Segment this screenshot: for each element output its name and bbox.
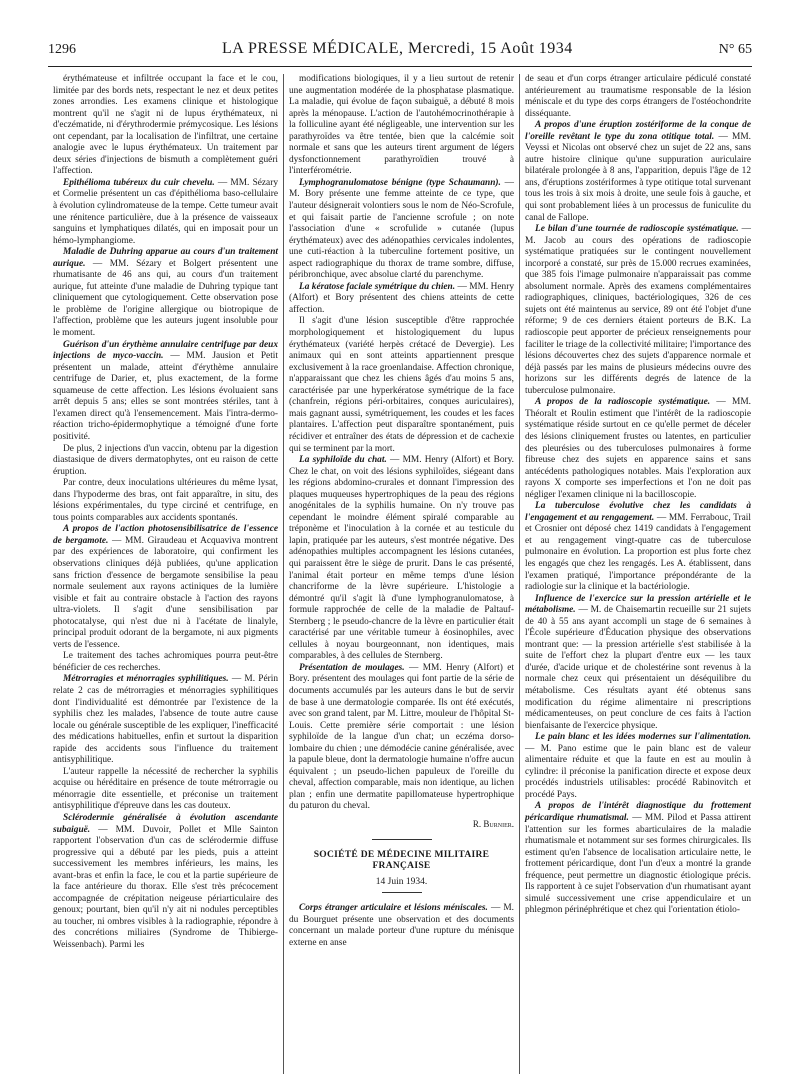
paragraph (53, 178, 278, 247)
paragraph-text: — M. Jacob au cours des opérations de radioscopie systématique pratiquées sur le contingent nouvellement incorporé a constaté, sur près de 15.000 recrues examinées, que 385 fois l'image pulmonaire n'apparaissait pas comme absolument normale. Après des examens complémentaires radiographiques, cliniques, bactériologiques, 326 de ces sujets ont été maintenus au service, 89 ont été l'objet d'une réforme; 9 de ces derniers étaient porteurs de B.K. La radioscopie peut apporter de précieux renseignements pour faciliter le triage de la collectivité militaire; l'importance des lésions découvertes chez des sujets d'apparence normale et déjà passés par les mains de plusieurs médecins ouvre des horizons sur les différents degrés de latence de la tuberculose pulmonaire. (525, 224, 751, 396)
signature: R. Burnier. (472, 819, 514, 829)
paragraph (53, 247, 278, 339)
column-2 (284, 74, 520, 1074)
paragraph-text: — M. Bory présente une femme atteinte de ce type, que l'auteur désignerait volontiers sous le nom de Néo-Scrofule, et qui faisait partie de l'ancienne scrofule ; on note l'association d'une « scrofulide » cutanée (lupus érythémateux) avec des adénopathies cervicales indolentes, une cuti-réaction à la tuberculine fortement positive, un aspect radiographique du thorax de trame sombre, diffuse, péribronchique, avec absolue clarté du parenchyme. (289, 177, 514, 281)
paragraph-text: — MM. Henry (Alfort) et Bory. Chez le chat, on voit des lésions syphiloïdes, siégeant dans les régions abdomino-crurales et donnant l'impression des plaques muqueuses hypertrophiques de la peau des régions anogénitales de la syphilis humaine. On n'y trouve pas cependant le moindre élément spiralé comparable au tréponème et l'inoculation à la cornée et au testicule du lapin, pratiquée par les auteurs, s'est montrée négative. Des adénopathies multiples accompagnent les lésions cutanées, qui paraissent être le siège de prurit. Dans le cas présenté, l'animal était porteur en même temps d'une lésion chancriforme de la lèvre supérieure. L'histologie a démontré qu'il s'agit là d'une lymphogranulomatose, à formule rapprochée de celle de la maladie de Paltauf-Sternberg ; le pseudo-chancre de la lèvre en particulier était caractérisé par une véritable tumeur à éosinophiles, avec cellules à noyau bourgeonnant, non identiques, mais comparables, à des cellules de Sternberg. (289, 455, 515, 662)
paragraph-text: De plus, 2 injections d'un vaccin, obtenu par la digestion diastasique de divers dermatophytes, ont eu raison de cette éruption. (53, 443, 278, 477)
paragraph (53, 651, 278, 674)
paragraph (53, 813, 278, 952)
paragraph-text: — MM. Sézary et Cormelie présentent un cas d'épithélioma baso-cellulaire à évolution cylindromateuse de la tempe. Cette tumeur avait une rénitence particulière, due à la présence de vaisseaux sanguins et lymphatiques dilatés, qui en imposait pour un hémo-lymphangiome. (53, 177, 278, 246)
paragraph-text: modifications biologiques, il y a lieu surtout de retenir une augmentation modérée de la phosphatase plasmatique. La maladie, qui évolue de façon subaiguë, a débuté 8 mois après la ménopause. L'action de l'autohémocrinothérapie à la folliculine ayant été négligeable, une intervention sur les parathyroïdes va être tentée, bien que la calcémie soit normale et sans que les auteurs tirent argument de légers dysfonctionnement parathyroïdien trouvé à l'interférométrie. (289, 74, 514, 177)
paragraph-text: — MM. Jausion et Petit présentent un malade, atteint d'érythème annulaire centrifuge de Darier, et, plus exactement, de la forme squameuse de cette affection. Les lésions évoluaient sans arrêt depuis 5 ans; elles se sont montrées stériles, tant à l'examen direct qu'à l'ensemencement. Mais l'intra-dermo-réaction tricho-épidermophytique a témoigné d'une forte positivité. (53, 351, 278, 442)
session-date: 14 Juin 1934. (375, 876, 428, 887)
paragraph (525, 732, 751, 801)
columns (48, 74, 758, 1074)
paragraph (289, 74, 514, 178)
paragraph (53, 478, 278, 524)
paragraph (289, 663, 514, 813)
section-title: Corps étranger articulaire et lésions méniscales. (299, 903, 488, 914)
paragraph (289, 316, 514, 455)
paragraph (289, 455, 514, 663)
section-title: Guérison d'un érythème annulaire centrifuge par deux injections de myco-vaccin. (53, 339, 278, 362)
paragraph (525, 224, 751, 397)
paragraph-text: — MM. Ferrabouc, Trail et Crosnier ont déposé chez 1419 candidats à l'engagement et au rengagement vingt-quatre cas de tuberculose pulmonaire en évolution. La proportion est plus forte chez les engagés que chez les rengagés. Les A. établissent, dans l'examen pratiqué, l'importance prépondérante de la radiologie sur la clinique et la bactériologie. (525, 512, 752, 593)
paragraph-text: — M. Périn relate 2 cas de métrorragies et ménorragies syphilitiques dont l'individualité est démontrée par l'existence de la syphilis chez les malades, l'absence de toute autre cause locale ou générale susceptible de les expliquer, l'inefficacité des médications habituelles, enfin et surtout la disparition rapide des accidents sous l'influence du traitement antisyphilitique. (53, 674, 278, 766)
paragraph-text: Par contre, deux inoculations ultérieures du même lysat, dans l'hypoderme des bras, ont fait apparaître, in situ, des lésions expérimentales, du type circiné et centrifuge, en tous points comparables aux accidents spontanés. (53, 478, 278, 523)
paragraph-text: — MM. Pilod et Passa attirent l'attention sur les formes abarticulaires de la maladie rhumatismale et notamment sur ses formes chirurgicales. Ils estiment qu'en l'absence de localisation articulaire nette, le frottement péricardique, dont l'un d'eux a montré la grande fréquence, peut permettre un diagnostic étiologique précis. Ils rapportent à ce sujet l'observation d'un rhumatisant ayant simulé successivement une crise appendiculaire et un phlegmon périnéphrétique et chez qui l'orientation étiolo- (525, 813, 752, 916)
paragraph-text: L'auteur rappelle la nécessité de rechercher la syphilis acquise ou héréditaire en présence de toute métrorragie ou ménorragie dite essentielle, et préconise un traitement antisyphilitique d'épreuve dans les cas douteux. (53, 766, 278, 812)
date-divider (382, 892, 422, 893)
section-title: Métrorragies et ménorragies syphilitiques. (63, 674, 229, 685)
section-title: Le bilan d'une tournée de radioscopie systématique. (535, 224, 739, 235)
page-number: 1296 (48, 42, 76, 57)
section-title: Le pain blanc et les idées modernes sur l'alimentation. (535, 732, 751, 743)
page-header (48, 40, 752, 66)
section-title: Epithélioma tubéreux du cuir chevelu. (63, 177, 215, 188)
paragraph-text: — M. du Bourguet présente une observation et des documents concernant un malade porteur d'une rupture du ménisque externe en anse (289, 903, 515, 948)
paragraph (525, 594, 751, 733)
paragraph (53, 444, 278, 479)
paragraph (525, 501, 751, 593)
journal-title: LA PRESSE MÉDICALE, Mercredi, 15 Août 1934 (222, 40, 573, 57)
paragraph-text: — MM. Henry (Alfort) et Bory. présentent des moulages qui font partie de la série de documents accumulés par les auteurs dans le but de servir de base à une dermatologie comparée. Ils ont été exécutés, avec son grand talent, par M. Littre, mouleur de l'hôpital St-Louis. Cette première série comportait : une lésion syphiloïde de la langue d'un chat; un eczéma dorso-lombaire du chien ; une démodécie canine généralisée, avec la papule bleue, dont la dermatologie humaine n'offre aucun équivalent ; un pseudo-lichen papuleux de l'oreille du cheval, affection comparable, mais non identique, au lichen plan ; enfin une dermatite papillomateuse hypertrophique du paturon du cheval. (289, 662, 514, 812)
paragraph-text: — MM. Sézary et Bolgert présentent une rhumatisante de 46 ans qui, au cours d'un traitement aurique, fut atteinte d'une maladie de Duhring typique tant cliniquement que cytologiquement. Cette observation pose le problème de l'origine allergique ou biotropique de l'affection, problème que les auteurs jugent insoluble pour le moment. (53, 258, 278, 339)
paragraph (525, 74, 751, 120)
paragraph (289, 282, 514, 317)
column-1 (48, 74, 284, 1074)
section-divider (372, 839, 432, 840)
section-title: A propos d'une éruption zostériforme de la conque de l'oreille revêtant le type du zona otitique total. (525, 120, 751, 142)
paragraph (53, 524, 278, 651)
section-title: Présentation de moulages. (299, 662, 405, 673)
section-title: A propos de la radioscopie systématique. (535, 397, 711, 408)
paragraph-text: de seau et d'un corps étranger articulaire pédiculé constaté antérieurement au traumatisme responsable de la lésion méniscale et du type des corps étrangers de l'ostéochondrite disséquante. (525, 74, 751, 119)
paragraph (525, 801, 751, 916)
section-title: La tuberculose évolutive chez les candidats à l'engagement et au rengagement. (525, 501, 751, 523)
paragraph-text: — M. Pano estime que le pain blanc est de valeur alimentaire réduite et que la faute en est au moulin à cylindre: il préconise la panification directe et expose deux procédés industriels utilisables: procédé Rabinovitch et procédé Pays. (525, 743, 751, 800)
paragraph (289, 178, 514, 282)
column-3 (520, 74, 756, 1074)
paragraph-text: — MM. Théoralt et Roulin estiment que l'intérêt de la radioscopie systématique réside surtout en ce qu'elle permet de déceler des lésions cliniquement frustes ou latentes, en particulier des pleurésies ou des tuberculoses pulmonaires à forme fibreuse chez des sujets en apparence sains et sans antécédents pathologiques notables. Mais l'exploration aux rayons X comporte ses imperfections et l'on ne doit pas négliger l'examen clinique ni la bacilloscopie. (525, 397, 751, 500)
paragraph (53, 674, 278, 766)
paragraph (289, 903, 514, 949)
paragraph-text: — MM. Duvoir, Pollet et Mlle Sainton rapportent l'observation d'un cas de sclérodermie diffuse progressive qui a débuté par les pieds, puis a atteint successivement les membres inférieurs, les mains, les avant-bras et enfin la face, le cou et la partie supérieure de la face antérieure du thorax. Elle s'est très précocement accompagnée de crépitation neigeuse périarticulaire des genoux; pourtant, bien qu'il n'y ait ni nodules perceptibles au toucher, ni ombres visibles à la radiographie, répondre à des concrétions miliaires (Syndrome de Thibierge-Weissenbach). Parmi les (53, 824, 278, 951)
paragraph (525, 120, 751, 224)
header-rule (48, 66, 752, 67)
section-title: A propos de l'action photosensibilisatrice de l'essence de bergamote. (53, 524, 278, 546)
section-title: Maladie de Duhring apparue au cours d'un traitement aurique. (53, 247, 278, 269)
paragraph-text: Le traitement des taches achromiques pourra peut-être bénéficier de ces recherches. (53, 651, 278, 673)
section-title: Sclérodermie généralisée à évolution ascendante subaiguë. (53, 813, 278, 835)
paragraph (53, 340, 278, 444)
paragraph (53, 74, 278, 178)
paragraph-text: Il s'agit d'une lésion susceptible d'être rapprochée morphologiquement et histologiquement du lupus érythémateux (variété herpès crétacé de Devergie). Les animaux qui en sont atteints appartiennent presque exclusivement à la race groenlandaise. Affection chronique, n'apparaissant que chez les chiens âgés d'au moins 5 ans, caractérisée par une hyperkératose symétrique de la face (chanfrein, régions péri-orbitaires, conques auriculaires), mais gagnant aussi, symétriquement, les coudes et les faces plantaires. L'affection peut disparaître spontanément, puis récidiver et entraîner des états de dépression et de cachexie qui se terminent par la mort. (289, 316, 514, 454)
paragraph-text: — MM. Henry (Alfort) et Bory présentent des chiens atteints de cette affection. (289, 281, 514, 315)
paragraph (525, 397, 751, 501)
section-title: La kératose faciale symétrique du chien. (299, 281, 456, 292)
paragraph (53, 767, 278, 813)
society-heading: SOCIÉTÉ DE MÉDECINE MILITAIRE FRANÇAISE (313, 849, 490, 872)
paragraph-text: — MM. Veyssi et Nicolas ont observé chez un sujet de 22 ans, sans autre histoire clinique qu'une suppuration auriculaire bilatérale prolongée à 8 ans, l'apparition, depuis l'âge de 12 ans, d'éruptions zostériformes à type otitique total survenant tous les trois à six mois à droite, une seule fois à gauche, et qui sont probablement liées à un processus de funiculite du canal de Fallope. (525, 131, 751, 223)
section-title: Influence de l'exercice sur la pression artérielle et le métabolisme. (525, 593, 751, 616)
issue-number: N° 65 (718, 42, 752, 57)
paragraph-text: — MM. Giraudeau et Acquaviva montrent par des expériences de laboratoire, qui confirment les observations cliniques déjà publiées, qu'une application sans friction d'essence de bergamote sensibilise la peau normale seulement aux rayons actiniques de la lumière visible et fait au contraire obstacle à l'action des rayons ultra-violets. Il s'agit d'une sensibilisation par photocatalyse, qui n'est due ni à l'acétate de linalyle, principal produit odorant de la bergamote, ni aux pigments verts de l'essence. (53, 535, 278, 650)
paragraph-text: érythémateuse et infiltrée occupant la face et le cou, limitée par des bords nets, respectant le nez et deux petites zones arrondies. Les examens clinique et histologique montrent qu'il ne s'agit ni de lupus érythémateux, ni d'eczématide, ni d'érythrodermie prémycosique. Les lésions ont cependant, par la localisation de l'infiltrat, une certaine analogie avec le lupus érythémateux. Un traitement par deux séries d'injections de bismuth a complètement guéri l'affection. (53, 74, 278, 177)
paragraph-text: — M. de Chaisemartin recueille sur 21 sujets de 40 à 55 ans ayant accompli un stage de 6 semaines à l'École supérieure d'Éducation physique des observations montrant que: — la pression artérielle s'est stabilisée à la suite de l'effort chez la plupart d'entre eux — les taux d'urée, d'acide urique et de cholestérine sont revenus à la normale chez ceux qui présentaient un déséquilibre du métabolisme. Ces résultats ayant été obtenus sans modification du régime alimentaire ni prescriptions médicamenteuses, on peut conclure de ces faits à l'action bienfaisante de l'exercice physique. (525, 605, 752, 731)
section-title: Lymphogranulomatose bénigne (type Schaumann). (299, 177, 501, 188)
section-title: A propos de l'intérêt diagnostique du frottement péricardique rhumatismal. (525, 801, 751, 823)
section-title: La syphiloïde du chat. (299, 455, 387, 466)
